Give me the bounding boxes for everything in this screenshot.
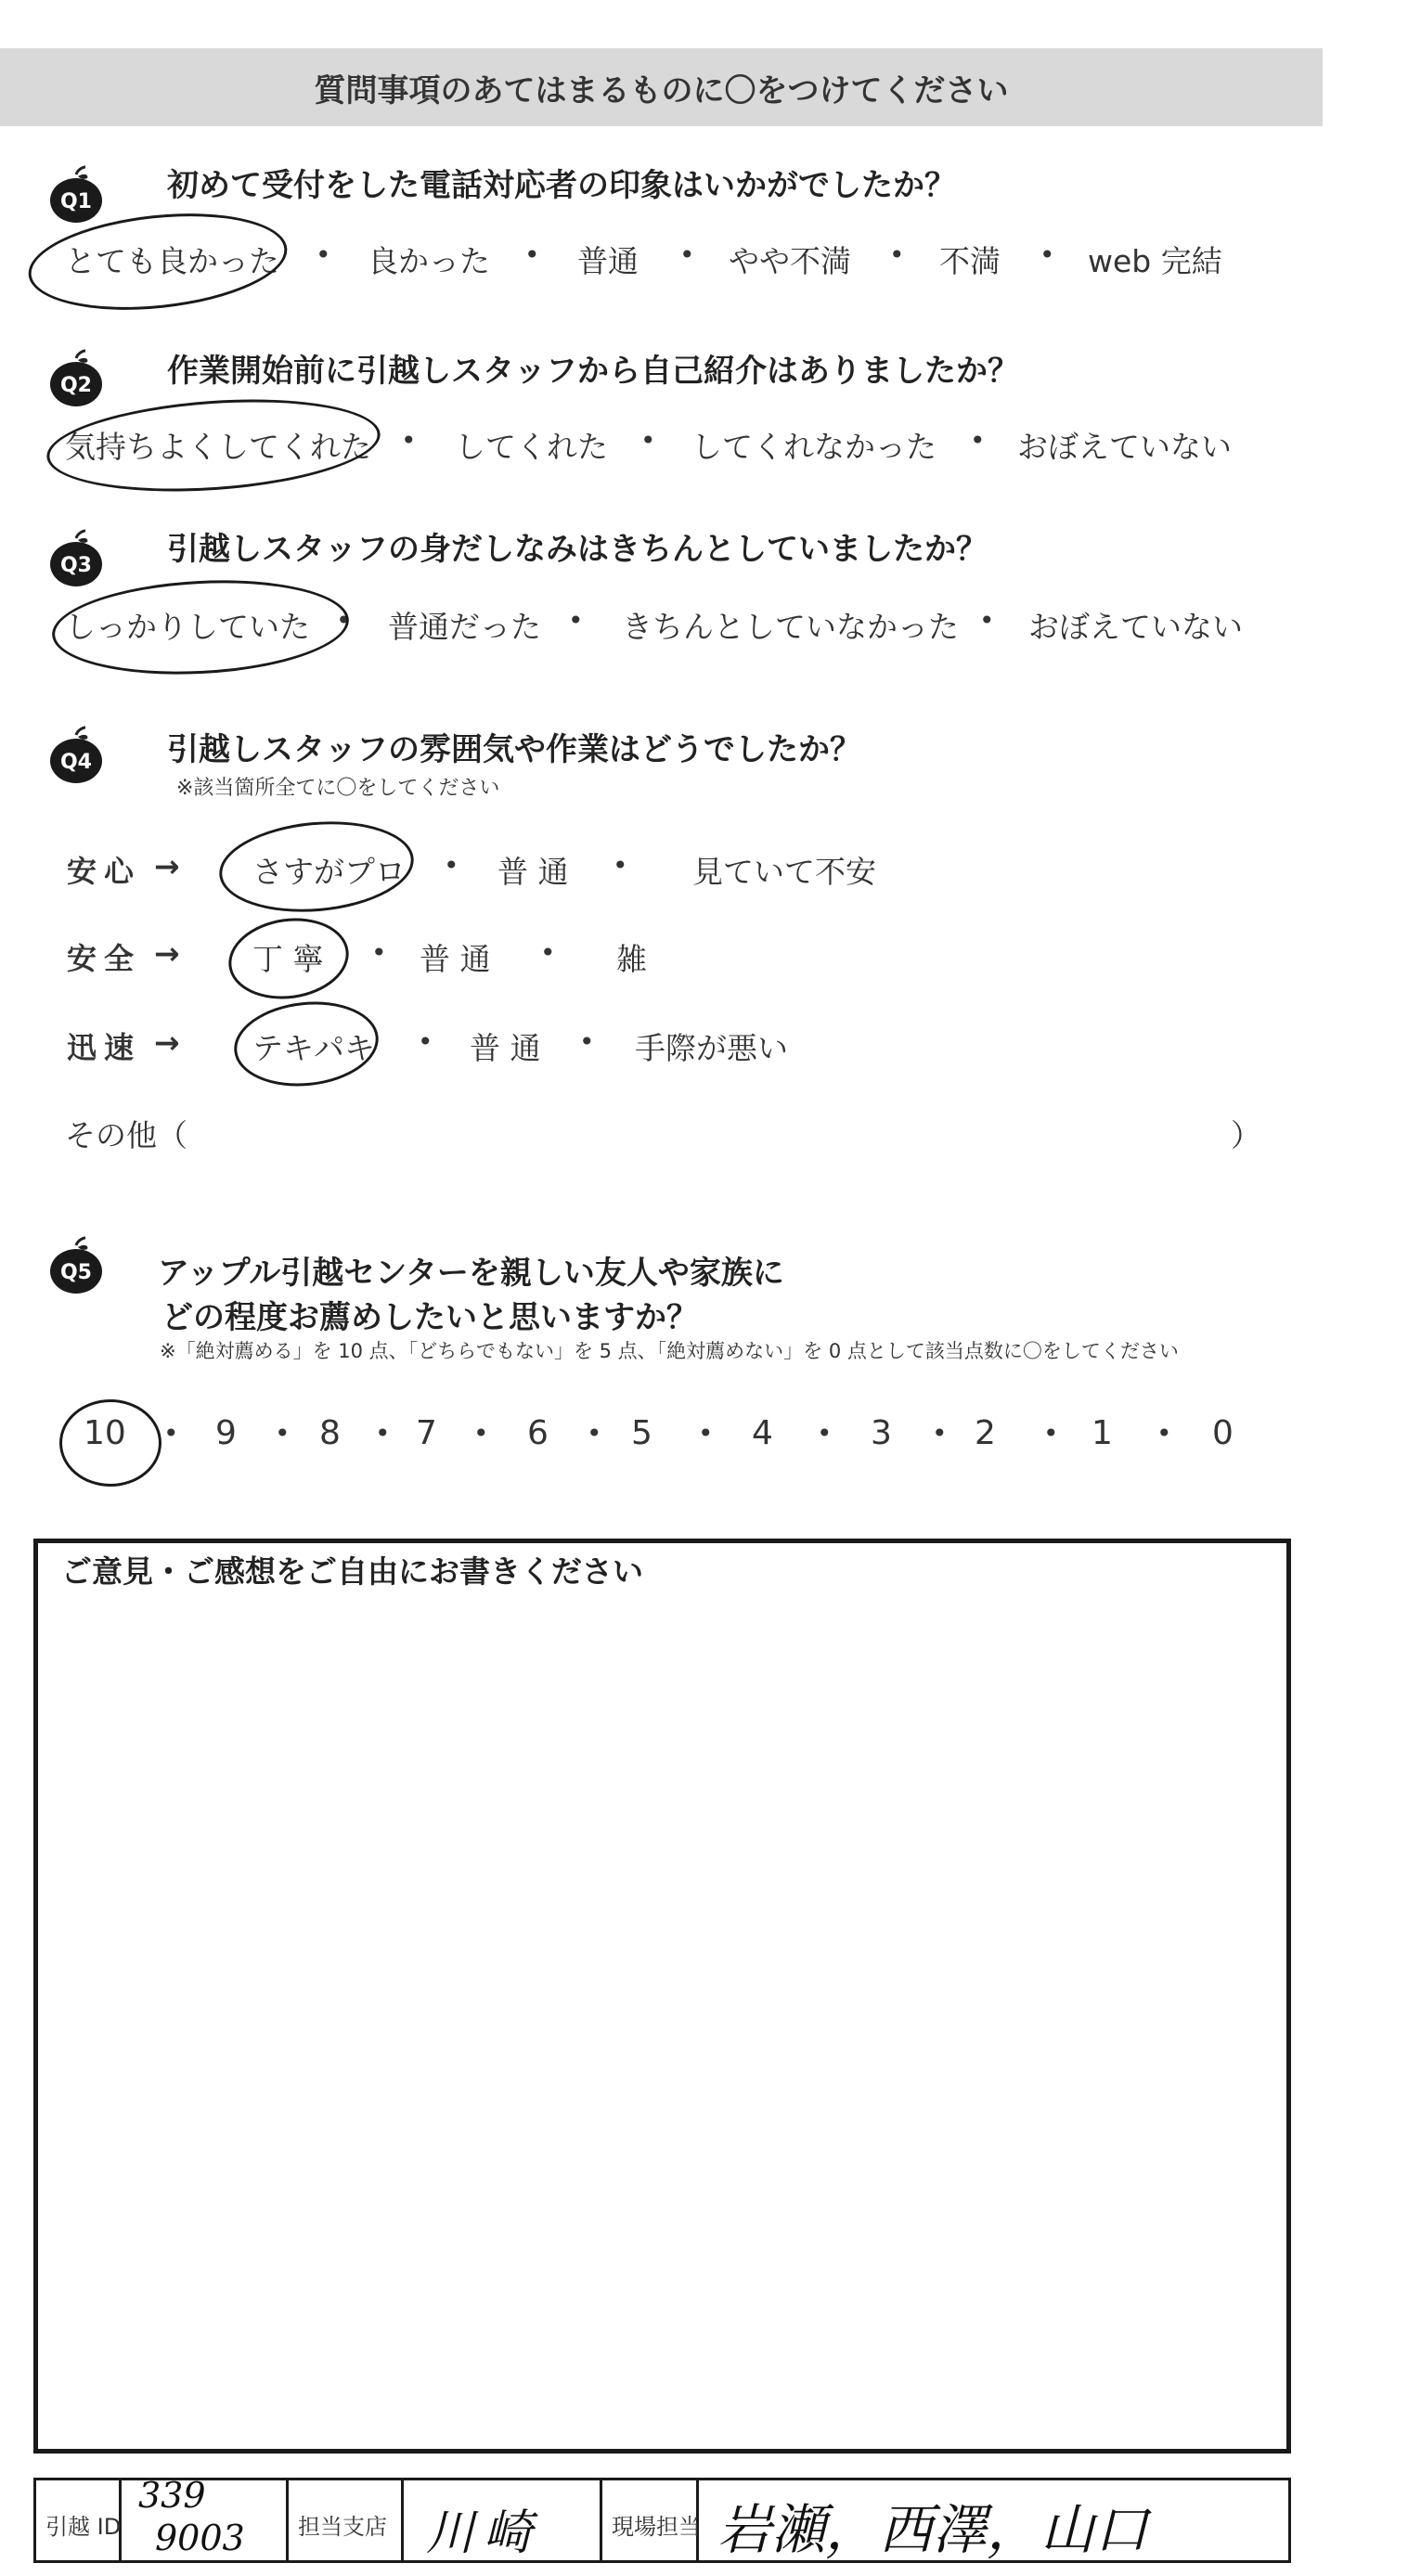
q1-option-2[interactable]: 良かった	[368, 243, 490, 279]
move-id-label: 引越 ID	[45, 2514, 122, 2540]
move-id-label-cell	[36, 2480, 122, 2560]
score-1[interactable]: 1	[1092, 1414, 1113, 1452]
separator-dot: •	[568, 605, 584, 636]
score-7[interactable]: 7	[416, 1414, 437, 1452]
separator-dot: •	[316, 239, 331, 270]
score-0[interactable]: 0	[1212, 1414, 1234, 1452]
q5-scores	[0, 1414, 1299, 1461]
separator-dot: •	[1156, 1418, 1172, 1449]
move-id-value-line1: 339	[138, 2475, 206, 2516]
comments-title: ご意見・ご感想をご自由にお書きください	[61, 1553, 643, 1590]
arrow-right-icon: →	[154, 935, 180, 972]
q4-row3-option-2[interactable]: 普 通	[470, 1030, 541, 1066]
comments-box[interactable]	[33, 1539, 1291, 2454]
score-8[interactable]: 8	[319, 1414, 341, 1452]
q4-row1-answer-circle	[215, 814, 418, 920]
q4-row-anzen	[0, 935, 1299, 982]
q2-question: 作業開始前に引越しスタッフから自己紹介はありましたか？	[167, 353, 1019, 390]
staff-value: 岩瀬，西澤，山口	[717, 2498, 1149, 2561]
q3-option-4[interactable]: おぼえていない	[1028, 609, 1243, 645]
arrow-right-icon: →	[154, 1024, 180, 1061]
q5-note: ※「絶対薦める」を 10 点、「どちらでもない」を 5 点、「絶対薦めない」を 0 点として該当点数に〇をしてください	[160, 1340, 1179, 1362]
score-4[interactable]: 4	[752, 1414, 773, 1452]
apple-badge-icon	[46, 529, 106, 588]
separator-dot: •	[418, 1026, 433, 1057]
staff-label: 現場担当	[612, 2514, 701, 2540]
q5-answer-circle	[59, 1399, 161, 1487]
q4-other-label: その他（	[65, 1117, 187, 1153]
apple-badge-icon	[46, 165, 106, 225]
separator-dot: •	[970, 425, 986, 456]
score-9[interactable]: 9	[215, 1414, 237, 1452]
score-2[interactable]: 2	[975, 1414, 996, 1452]
separator-dot: •	[275, 1418, 291, 1449]
q1-option-3[interactable]: 普通	[577, 243, 639, 279]
separator-dot: •	[817, 1418, 833, 1449]
q1-option-6[interactable]: web 完結	[1088, 243, 1222, 279]
separator-dot: •	[371, 937, 387, 968]
separator-dot: •	[587, 1418, 602, 1449]
separator-dot: •	[444, 850, 459, 881]
q1-question: 初めて受付をした電話対応者の印象はいかがでしたか？	[167, 167, 956, 204]
q4-row-label: 安全	[67, 941, 142, 976]
q2-badge-label: Q2	[59, 374, 93, 397]
q2-option-2[interactable]: してくれた	[455, 429, 608, 465]
q4-row1-option-1[interactable]: さすがプロ	[252, 854, 406, 890]
separator-dot: •	[1043, 1418, 1059, 1449]
q2-option-4[interactable]: おぼえていない	[1017, 429, 1232, 465]
separator-dot: •	[524, 239, 540, 270]
separator-dot: •	[679, 239, 695, 270]
q4-note: ※該当箇所全てに〇をしてください	[176, 777, 500, 800]
q4-row-label: 安心	[67, 854, 142, 889]
q4-other-row	[0, 1112, 1299, 1158]
q4-question: 引越しスタッフの雰囲気や作業はどうでしたか？	[167, 731, 861, 768]
staff-value-cell	[699, 2480, 1288, 2560]
q4-row-label: 迅速	[67, 1030, 142, 1065]
q3-option-1[interactable]: しっかりしていた	[65, 609, 310, 645]
q4-row2-option-2[interactable]: 普 通	[420, 941, 491, 977]
separator-dot: •	[979, 605, 995, 636]
q1-option-4[interactable]: やや不満	[729, 243, 851, 279]
separator-dot: •	[1040, 239, 1055, 270]
q4-row1-option-3[interactable]: 見ていて不安	[692, 854, 876, 890]
move-id-value-line2: 9003	[155, 2518, 245, 2558]
q3-option-2[interactable]: 普通だった	[388, 609, 541, 645]
q5-question-line1: アップル引越センターを親しい友人や家族に	[158, 1255, 784, 1292]
move-id-value-cell	[122, 2475, 289, 2560]
header-title: 質問事項のあてはまるものに〇をつけてください	[314, 71, 1009, 109]
apple-badge-icon	[46, 726, 106, 785]
q2-option-1[interactable]: 気持ちよくしてくれた	[65, 429, 371, 465]
q5-badge-label: Q5	[59, 1261, 93, 1284]
score-3[interactable]: 3	[871, 1414, 892, 1452]
branch-value: 川崎	[426, 2505, 542, 2561]
q4-row2-option-3[interactable]: 雑	[616, 941, 647, 977]
separator-dot: •	[473, 1418, 489, 1449]
q3-question: 引越しスタッフの身だしなみはきちんとしていましたか？	[167, 531, 988, 568]
separator-dot: •	[401, 425, 417, 456]
q4-badge-label: Q4	[59, 751, 93, 774]
score-5[interactable]: 5	[631, 1414, 652, 1452]
separator-dot: •	[932, 1418, 948, 1449]
q5-question-line2: どの程度お薦めしたいと思いますか？	[161, 1299, 698, 1336]
q4-row2-answer-circle	[224, 910, 355, 1006]
q4-row1-option-2[interactable]: 普 通	[497, 854, 569, 890]
header-band	[0, 48, 1323, 126]
apple-badge-icon	[46, 349, 106, 408]
q4-row-anshin	[0, 848, 1299, 895]
q4-row3-option-1[interactable]: テキパキ	[252, 1030, 375, 1066]
separator-dot: •	[375, 1418, 391, 1449]
q3-answer-circle	[50, 573, 352, 682]
separator-dot: •	[163, 1418, 179, 1449]
score-6[interactable]: 6	[527, 1414, 549, 1452]
separator-dot: •	[579, 1026, 595, 1057]
staff-label-cell	[602, 2480, 699, 2560]
q3-badge-label: Q3	[59, 554, 93, 577]
q4-row2-option-1[interactable]: 丁 寧	[252, 941, 324, 977]
q4-row-jinsoku	[0, 1024, 1299, 1071]
apple-badge-icon	[46, 1236, 106, 1295]
q1-badge-label: Q1	[59, 190, 93, 213]
separator-dot: •	[336, 605, 352, 636]
q3-option-3[interactable]: きちんとしていなかった	[622, 609, 959, 645]
separator-dot: •	[640, 425, 656, 456]
separator-dot: •	[889, 239, 905, 270]
q4-other-close: ）	[1231, 1117, 1261, 1153]
branch-label: 担当支店	[298, 2514, 387, 2540]
separator-dot: •	[540, 937, 556, 968]
q2-option-3[interactable]: してくれなかった	[691, 429, 937, 465]
branch-label-cell	[289, 2480, 404, 2560]
separator-dot: •	[613, 850, 628, 881]
separator-dot: •	[698, 1418, 714, 1449]
branch-value-cell	[404, 2480, 602, 2560]
q1-option-5[interactable]: 不満	[939, 243, 1001, 279]
q4-row3-answer-circle	[230, 995, 383, 1093]
arrow-right-icon: →	[154, 848, 180, 884]
footer-table	[33, 2475, 1291, 2563]
q1-option-1[interactable]: とても良かった	[65, 243, 279, 279]
q4-row3-option-3[interactable]: 手際が悪い	[635, 1030, 788, 1066]
score-10[interactable]: 10	[84, 1414, 126, 1452]
